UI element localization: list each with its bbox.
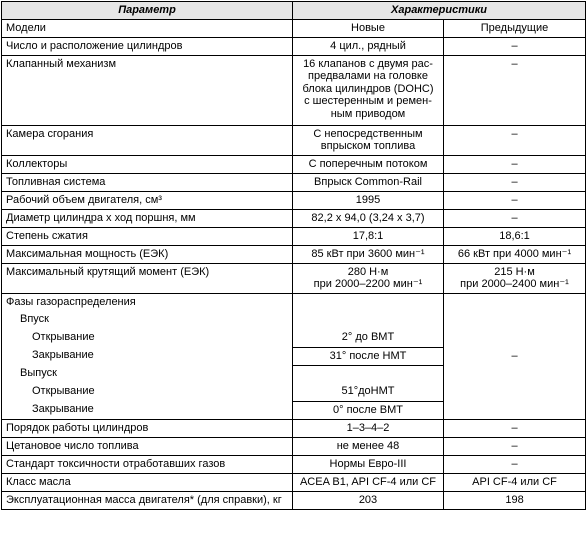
spec-value-new: 203	[293, 491, 444, 509]
valve-exhaust: Выпуск	[2, 365, 293, 383]
spec-row	[2, 491, 586, 509]
spec-value-prev: –	[444, 455, 586, 473]
spec-value-prev: 18,6:1	[444, 227, 586, 245]
spec-label: Эксплуатационная масса двигателя* (для справки), кг	[2, 491, 293, 509]
spec-value-prev: –	[444, 209, 586, 227]
spec-row	[2, 473, 586, 491]
param-header: Параметр	[2, 2, 293, 20]
valve-empty-new	[293, 365, 444, 383]
spec-row	[2, 455, 586, 473]
spec-value-new: 280 Н·м при 2000–2200 мин⁻¹	[293, 263, 444, 293]
spec-row	[2, 55, 586, 125]
valve-title-row	[2, 293, 586, 311]
models-new: Новые	[293, 20, 444, 38]
spec-label: Число и расположение цилиндров	[2, 37, 293, 55]
valve-empty-new	[293, 311, 444, 329]
chars-header: Характеристики	[293, 2, 586, 20]
valve-intake: Впуск	[2, 311, 293, 329]
spec-value-prev: 66 кВт при 4000 мин⁻¹	[444, 245, 586, 263]
engine-specs-table	[1, 1, 586, 510]
spec-value-prev: –	[444, 125, 586, 155]
spec-label: Максимальная мощность (ЕЭК)	[2, 245, 293, 263]
spec-row	[2, 125, 586, 155]
spec-value-new: С поперечным потоком	[293, 155, 444, 173]
valve-intake-open-label: Открывание	[2, 329, 293, 347]
spec-row	[2, 245, 586, 263]
header-row	[2, 2, 586, 20]
spec-value-new: 82,2 x 94,0 (3,24 x 3,7)	[293, 209, 444, 227]
spec-label: Класс масла	[2, 473, 293, 491]
spec-label: Цетановое число топлива	[2, 437, 293, 455]
spec-value-new: Впрыск Common-Rail	[293, 173, 444, 191]
spec-value-prev: –	[444, 155, 586, 173]
valve-exhaust-open-value: 51°доНМТ	[293, 383, 444, 401]
models-prev: Предыдущие	[444, 20, 586, 38]
spec-row	[2, 209, 586, 227]
spec-label: Стандарт токсичности отработавших газов	[2, 455, 293, 473]
spec-label: Рабочий объем двигателя, см³	[2, 191, 293, 209]
spec-value-new: С непосредственным впрыском топлива	[293, 125, 444, 155]
spec-value-new: 1–3–4–2	[293, 419, 444, 437]
valve-prev: –	[444, 293, 586, 419]
spec-label: Топливная система	[2, 173, 293, 191]
spec-value-prev: API CF-4 или CF	[444, 473, 586, 491]
spec-label: Клапанный механизм	[2, 55, 293, 125]
spec-value-prev: –	[444, 173, 586, 191]
spec-row	[2, 263, 586, 293]
spec-label: Камера сгорания	[2, 125, 293, 155]
spec-label: Порядок работы цилиндров	[2, 419, 293, 437]
spec-row	[2, 191, 586, 209]
spec-row	[2, 419, 586, 437]
valve-exhaust-open-label: Открывание	[2, 383, 293, 401]
spec-row	[2, 155, 586, 173]
spec-value-prev: –	[444, 419, 586, 437]
spec-value-new: ACEA B1, API CF-4 или CF	[293, 473, 444, 491]
spec-value-new: Нормы Евро-III	[293, 455, 444, 473]
spec-row	[2, 37, 586, 55]
spec-value-new: 16 клапанов с двумя рас- предвалами на головке блока цилиндров (DOHC) с шестеренным и ремен- ным приводом	[293, 55, 444, 125]
spec-value-prev: –	[444, 437, 586, 455]
spec-label: Коллекторы	[2, 155, 293, 173]
spec-value-prev: –	[444, 55, 586, 125]
valve-exhaust-close-value: 0° после ВМТ	[293, 401, 444, 419]
spec-value-new: 4 цил., рядный	[293, 37, 444, 55]
spec-row	[2, 173, 586, 191]
spec-value-prev: –	[444, 191, 586, 209]
valve-intake-close-label: Закрывание	[2, 347, 293, 365]
valve-empty-new	[293, 293, 444, 311]
valve-exhaust-close-label: Закрывание	[2, 401, 293, 419]
spec-row	[2, 437, 586, 455]
spec-row	[2, 227, 586, 245]
valve-title: Фазы газораспределения	[2, 293, 293, 311]
spec-value-new: 17,8:1	[293, 227, 444, 245]
spec-value-prev: 215 Н·м при 2000–2400 мин⁻¹	[444, 263, 586, 293]
spec-label: Максимальный крутящий момент (ЕЭК)	[2, 263, 293, 293]
spec-value-prev: 198	[444, 491, 586, 509]
spec-value-new: 1995	[293, 191, 444, 209]
spec-label: Степень сжатия	[2, 227, 293, 245]
spec-label: Диаметр цилиндра х ход поршня, мм	[2, 209, 293, 227]
spec-value-new: 85 кВт при 3600 мин⁻¹	[293, 245, 444, 263]
valve-intake-open-value: 2° до ВМТ	[293, 329, 444, 347]
valve-intake-close-value: 31° после НМТ	[293, 347, 444, 365]
models-label: Модели	[2, 20, 293, 38]
models-row	[2, 20, 586, 38]
spec-value-prev: –	[444, 37, 586, 55]
spec-value-new: не менее 48	[293, 437, 444, 455]
